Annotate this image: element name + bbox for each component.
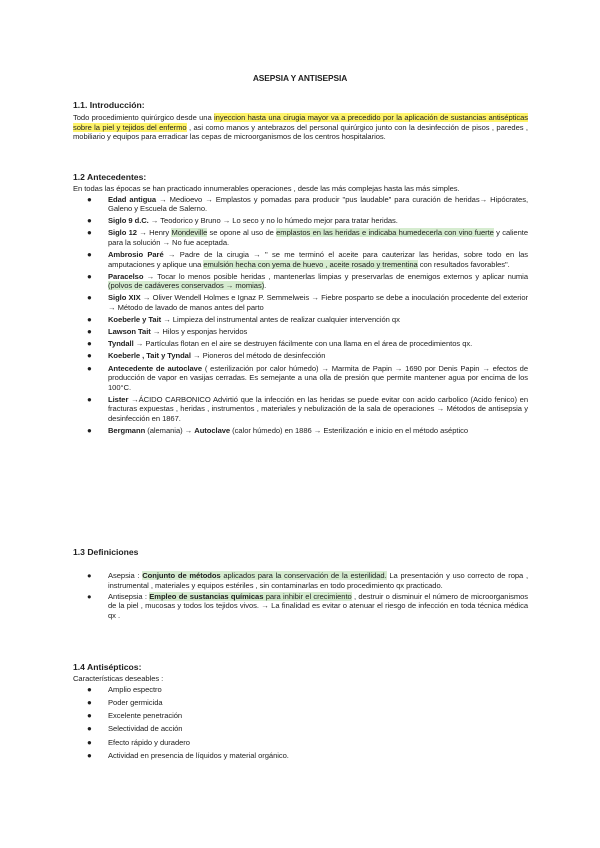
section-definiciones xyxy=(73,547,528,620)
list-item: ● Poder germicida xyxy=(87,697,163,707)
list-item: ● Bergmann (alemania) → Autoclave (calor húmedo) en 1886 → Esterilización e inicio en el método aséptico xyxy=(87,426,469,436)
bullet-icon: ● xyxy=(87,216,92,226)
bullet-icon: ● xyxy=(87,697,92,707)
bullet-icon: ● xyxy=(87,315,92,325)
list-item: ● Selectividad de acción xyxy=(87,724,183,734)
bullet-icon: ● xyxy=(87,737,92,747)
section-heading: 1.4 Antisépticos: xyxy=(73,662,142,672)
bullet-icon: ● xyxy=(87,363,92,373)
bullet-icon: ● xyxy=(87,571,92,580)
section-antecedentes xyxy=(73,172,528,436)
bullet-icon: ● xyxy=(87,327,92,337)
list-item: ● Actividad en presencia de líquidos y material orgánico. xyxy=(87,751,289,760)
bullet-icon: ● xyxy=(87,591,92,601)
antisepticos-list xyxy=(73,685,528,761)
section-heading: 1.2 Antecedentes: xyxy=(73,172,147,182)
list-item: ● Paracelso → Tocar lo menos posible heridas , mantenerlas limpias y preservarlas de enemigos externos y aplicar numia (polvos de cadáveres conservados → momias). xyxy=(87,271,528,291)
bullet-icon: ● xyxy=(87,394,92,404)
list-item: ● Siglo 9 d.C. → Teodorico y Bruno → Lo seco y no lo húmedo mejor para tratar heridas. xyxy=(87,216,398,226)
bullet-icon: ● xyxy=(87,684,92,694)
antecedentes-list xyxy=(73,195,528,436)
highlight: inyeccion hasta una cirugia mayor va a precedido por la aplicación de sustancias antisépticas sobre la piel y tejidos del enfermo xyxy=(73,113,529,132)
list-item: ● Amplio espectro xyxy=(87,684,162,694)
antisepticos-intro: Características deseables : xyxy=(73,674,164,683)
bullet-icon: ● xyxy=(87,271,92,281)
list-item: ● Efecto rápido y duradero xyxy=(87,737,190,747)
definiciones-list xyxy=(73,571,528,620)
bullet-icon: ● xyxy=(87,250,92,260)
list-item: ● Antisepsia : Empleo de sustancias químicas para inhibir el crecimiento , destruir o disminuir el número de microorganismos de la piel , mucosas y todos los tejidos vivos. → La finalidad es evitar o atenuar el riesgo de infección en toda técnica médica qx . xyxy=(87,591,529,620)
bullet-icon: ● xyxy=(87,426,92,436)
section-introduccion xyxy=(73,100,528,142)
bullet-icon: ● xyxy=(87,711,92,721)
list-item: ● Tyndall → Partículas flotan en el aire se destruyen fácilmente con una llama en el área de procedimientos qx. xyxy=(87,339,473,349)
bullet-icon: ● xyxy=(87,293,92,303)
list-item: ● Excelente penetración xyxy=(87,711,183,721)
bullet-icon: ● xyxy=(87,339,92,349)
intro-paragraph: Todo procedimiento quirúrgico desde una inyeccion hasta una cirugia mayor va a precedido por la aplicación de sustancias antisépticas sobre la piel y tejidos del enfermo , asi como manos y antebrazos del personal quirúrgico junto con la desinfección de pisos , paredes , mobiliario y equipos para erradicar las cepas de microorganismos de los centros hospitalarios. xyxy=(73,113,529,142)
bullet-icon: ● xyxy=(87,751,92,760)
list-item: ● Siglo 12 → Henry Mondeville se opone al uso de emplastos en las heridas e indicaba humedecerla con vino fuerte y caliente para la solución → No fue aceptada. xyxy=(87,228,528,247)
list-item: ● Siglo XIX → Oliver Wendell Holmes e Ignaz P. Semmelweis → Fiebre posparto se debe a inoculación procedente del exterior → Método de lavado de manos antes del parto xyxy=(87,293,528,313)
list-item: ● Lister →ÁCIDO CARBONICO Advirtió que la infección en las heridas se puede evitar con acido carbolico (Acido fenico) en fracturas expuestas , heridas , instrumentos , materiales y nebulización de la sala de operaciones → Métodos de antisepsia y desinfección en 1867. xyxy=(87,394,528,423)
list-item: ● Koeberle , Tait y Tyndal → Pioneros del método de desinfección xyxy=(87,351,326,361)
bullet-icon: ● xyxy=(87,724,92,734)
page-title: ASEPSIA Y ANTISEPSIA xyxy=(252,73,348,83)
list-item: ● Lawson Tait → Hilos y esponjas hervidos xyxy=(87,327,248,337)
section-antisepticos xyxy=(73,662,528,764)
list-item: ● Koeberle y Tait → Limpieza del instrumental antes de realizar cualquier intervención qx xyxy=(87,315,400,325)
antecedentes-intro: En todas las épocas se han practicado innumerables operaciones , desde las más complejas hasta las más simples. xyxy=(73,184,460,193)
list-item: ● Edad antigua → Medioevo → Emplastos y pomadas para producir "pus laudable" para curación de heridas→ Hipócrates, Galeno y Escuela de Salerno. xyxy=(87,194,529,214)
list-item: ● Antecedente de autoclave ( esterilización por calor húmedo) → Marmita de Papin → 1690 por Denis Papin → efectos de producción de vapor en vasijas cerradas. Es semejante a una olla de presión que permite mantener agua por encima de los 100°C. xyxy=(87,363,528,392)
section-heading: 1.3 Definiciones xyxy=(73,547,139,557)
bullet-icon: ● xyxy=(87,194,92,204)
list-item: ● Asepsia : Conjunto de métodos aplicados para la conservación de la esterilidad. La presentación y uso correcto de ropa , instrumental , materiales y equipos estériles , sin contaminarlas en todo procedimiento qx practicado. xyxy=(87,571,528,590)
bullet-icon: ● xyxy=(87,228,92,238)
list-item: ● Ambrosio Paré → Padre de la cirugia → " se me terminó el aceite para cauterizar las heridas, sobre todo en las amputaciones y aplique una emulsión hecha con yema de huevo , aceite rosado y trementina con resultados favorables". xyxy=(87,250,528,269)
section-heading: 1.1. Introducción: xyxy=(73,100,145,110)
bullet-icon: ● xyxy=(87,351,92,361)
